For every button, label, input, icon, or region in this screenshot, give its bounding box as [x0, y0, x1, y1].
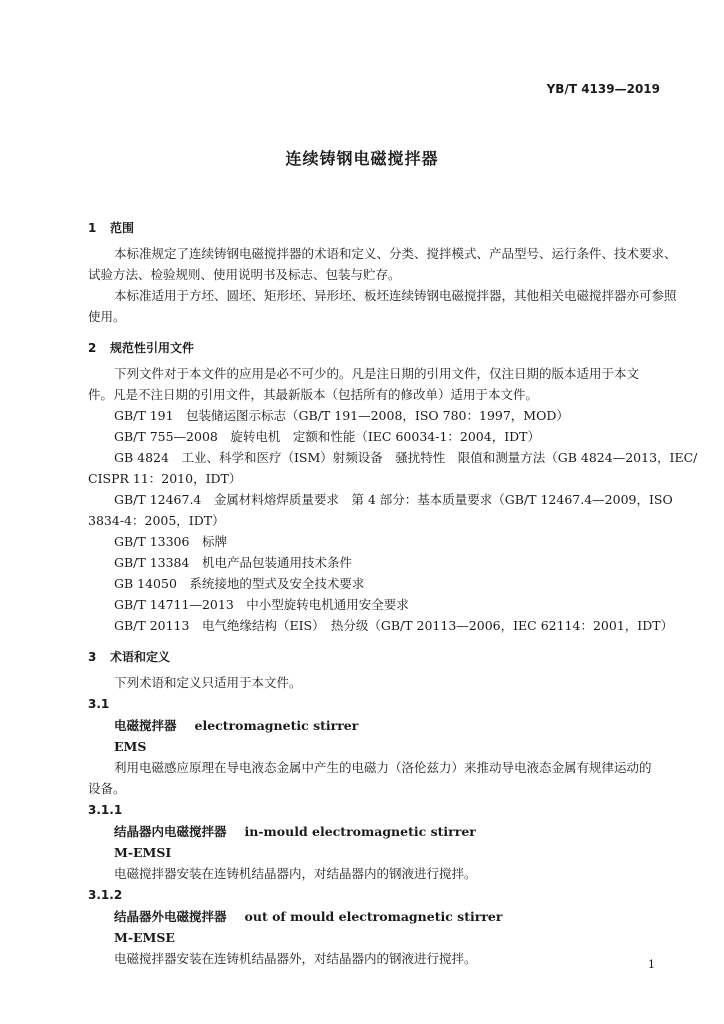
reference-line: GB 4824 工业、科学和医疗（ISM）射频设备 骚扰特性 限值和测量方法（GB 4824—2013，IEC/ [114, 450, 698, 465]
term-cn: 结晶器外电磁搅拌器 [114, 909, 227, 924]
term-en: out of mould electromagnetic stirrer [244, 909, 503, 924]
section-2-heading [88, 337, 660, 359]
reference-line: GB 14050 系统接地的型式及安全技术要求 [114, 576, 365, 591]
reference-line: GB/T 13306 标牌 [114, 534, 227, 549]
term-abbreviation: M-EMSE [114, 930, 175, 945]
reference-line: GB/T 12467.4 金属材料熔焊质量要求 第 4 部分：基本质量要求（GB/T 12467.4—2009，ISO [114, 492, 673, 507]
term-number: 3.1.1 [88, 803, 123, 817]
section-number: 1 [88, 221, 97, 235]
reference-line: GB/T 20113 电气绝缘结构（EIS） 热分级（GB/T 20113—2006，IEC 62114：2001，IDT） [114, 618, 674, 633]
section-title: 术语和定义 [110, 650, 171, 664]
document-body [88, 217, 698, 969]
section-3-heading [88, 646, 660, 668]
term-definition: 电磁搅拌器安装在连铸机结晶器外，对结晶器内的钢液进行搅拌。 [114, 951, 477, 966]
document-title: 连续铸钢电磁搅拌器 [285, 149, 439, 168]
paragraph-line: 件。凡是不注日期的引用文件，其最新版本（包括所有的修改单）适用于本文件。 [88, 387, 539, 402]
term-definition: 电磁搅拌器安装在连铸机结晶器内，对结晶器内的钢液进行搅拌。 [114, 866, 477, 881]
term-definition: 利用电磁感应原理在导电液态金属中产生的电磁力（洛伦兹力）来推动导电液态金属有规律运动的 [114, 760, 652, 775]
reference-line: CISPR 11：2010，IDT） [88, 471, 242, 486]
term-number: 3.1.2 [88, 888, 123, 902]
paragraph-line: 试验方法、检验规则、使用说明书及标志、包装与贮存。 [88, 267, 401, 282]
section-1-heading [88, 217, 660, 239]
term-cn: 电磁搅拌器 [114, 718, 177, 733]
standard-number: YB/T 4139—2019 [546, 82, 660, 96]
term-abbreviation: M-EMSI [114, 845, 172, 860]
term-en: electromagnetic stirrer [194, 718, 359, 733]
term-number: 3.1 [88, 697, 110, 711]
page-number: 1 [648, 958, 655, 971]
reference-line: GB/T 14711—2013 中小型旋转电机通用安全要求 [114, 597, 409, 612]
term-name [88, 715, 660, 736]
term-name [88, 821, 660, 842]
paragraph-line: 本标准适用于方坯、圆坯、矩形坯、异形坯、板坯连续铸钢电磁搅拌器，其他相关电磁搅拌器亦可参照 [114, 288, 677, 303]
section-number: 2 [88, 341, 97, 355]
paragraph-line: 本标准规定了连续铸钢电磁搅拌器的术语和定义、分类、搅拌模式、产品型号、运行条件、技术要求、 [114, 246, 677, 261]
term-definition: 设备。 [88, 781, 126, 796]
term-abbreviation: EMS [114, 739, 147, 754]
paragraph-line: 使用。 [88, 309, 126, 324]
reference-line: GB/T 191 包装储运图示标志（GB/T 191—2008，ISO 780：1997，MOD） [114, 408, 569, 423]
reference-line: 3834-4：2005，IDT） [88, 513, 225, 528]
reference-line: GB/T 13384 机电产品包装通用技术条件 [114, 555, 352, 570]
paragraph-line: 下列术语和定义只适用于本文件。 [114, 675, 302, 690]
reference-line: GB/T 755—2008 旋转电机 定额和性能（IEC 60034-1：2004，IDT） [114, 429, 541, 444]
paragraph-line: 下列文件对于本文件的应用是必不可少的。凡是注日期的引用文件，仅注日期的版本适用于本文 [114, 366, 640, 381]
section-title: 规范性引用文件 [110, 341, 195, 355]
section-number: 3 [88, 650, 97, 664]
term-en: in-mould electromagnetic stirrer [244, 824, 476, 839]
term-cn: 结晶器内电磁搅拌器 [114, 824, 227, 839]
term-name [88, 906, 660, 927]
section-title: 范围 [110, 221, 135, 235]
